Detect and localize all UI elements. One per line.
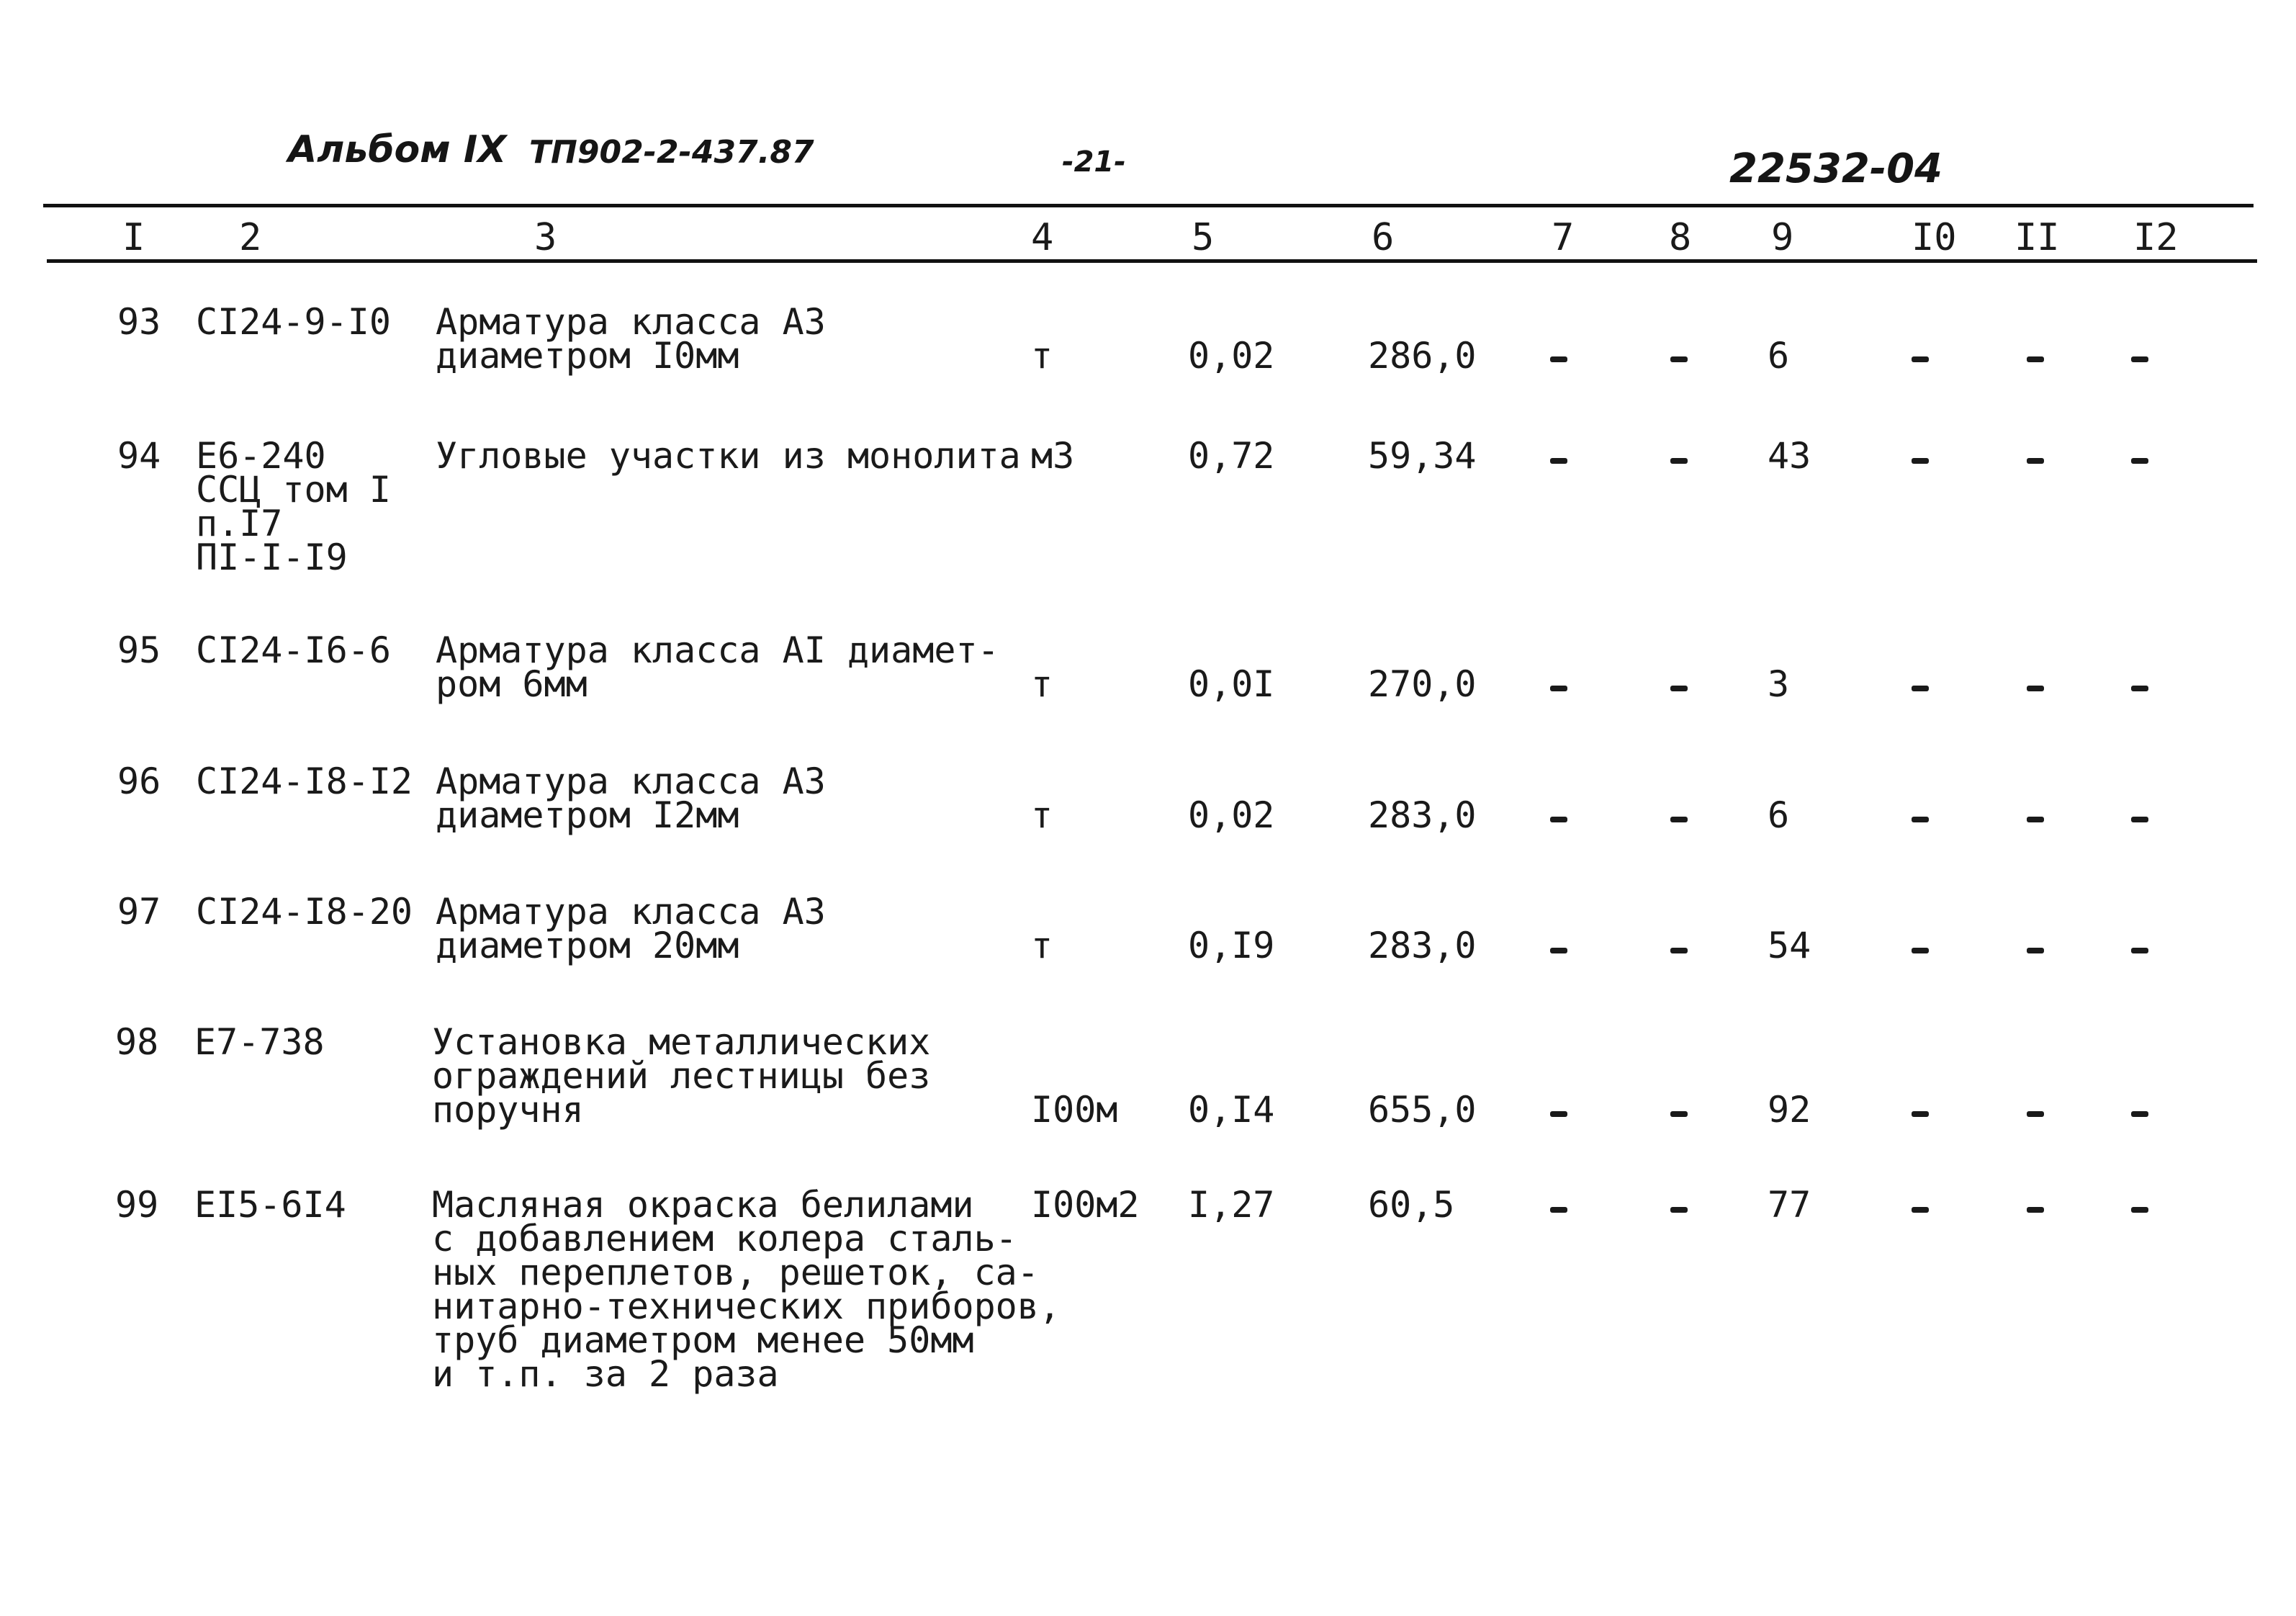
quantity: I,27 <box>1188 1184 1275 1226</box>
dash-mark <box>1670 1111 1688 1117</box>
cost-value: 43 <box>1768 435 1811 477</box>
unit: I00м2 <box>1031 1184 1140 1226</box>
dash-mark <box>2027 1207 2044 1213</box>
column-header: 6 <box>1372 216 1395 259</box>
dash-mark <box>1912 948 1929 953</box>
dash-mark <box>1912 356 1929 362</box>
dash-mark <box>2131 356 2148 362</box>
row-number: 93 <box>117 301 161 343</box>
unit: т <box>1031 335 1053 377</box>
cost-value: 3 <box>1768 663 1790 705</box>
rate-code: Е6-240 <box>196 435 326 477</box>
dash-mark <box>1670 356 1688 362</box>
dash-mark <box>2131 817 2148 822</box>
rate-code: ЕI5-6I4 <box>194 1184 346 1226</box>
column-header: II <box>2014 216 2060 259</box>
work-description: Масляная окраска белилами <box>432 1184 974 1226</box>
dash-mark <box>1670 686 1688 691</box>
work-description: ром 6мм <box>436 663 587 705</box>
work-description: с добавлением колера сталь- <box>432 1218 1017 1260</box>
column-header: 2 <box>239 216 262 259</box>
dash-mark <box>2131 1207 2148 1213</box>
dash-mark <box>2027 817 2044 822</box>
work-description: поручня <box>432 1089 584 1131</box>
quantity: 0,02 <box>1188 794 1275 836</box>
dash-mark <box>2027 356 2044 362</box>
header-rule-top <box>43 204 2254 207</box>
rate-code: п.I7 <box>196 503 283 544</box>
dash-mark <box>2027 948 2044 953</box>
column-header: I0 <box>1912 216 1957 259</box>
row-number: 94 <box>117 435 161 477</box>
dash-mark <box>2027 686 2044 691</box>
row-number: 98 <box>115 1021 159 1063</box>
cost-value: 54 <box>1768 925 1811 966</box>
dash-mark <box>1550 686 1567 691</box>
work-description: Установка металлических <box>432 1021 931 1063</box>
unit-price: 60,5 <box>1368 1184 1455 1226</box>
row-number: 99 <box>115 1184 159 1226</box>
project-code: ТП902-2-437.87 <box>529 134 814 171</box>
dash-mark <box>1550 356 1567 362</box>
work-description: труб диаметром менее 50мм <box>432 1319 974 1361</box>
unit: т <box>1031 794 1053 836</box>
unit: I00м <box>1031 1089 1118 1131</box>
album-label: Альбом IX <box>288 128 507 171</box>
dash-mark <box>1912 1111 1929 1117</box>
work-description: диаметром I2мм <box>436 794 739 836</box>
column-header: I2 <box>2133 216 2179 259</box>
dash-mark <box>1912 686 1929 691</box>
dash-mark <box>1670 458 1688 464</box>
cost-value: 92 <box>1768 1089 1811 1131</box>
cost-value: 77 <box>1768 1184 1811 1226</box>
dash-mark <box>1912 1207 1929 1213</box>
row-number: 97 <box>117 891 161 933</box>
unit-price: 283,0 <box>1368 925 1477 966</box>
unit-price: 283,0 <box>1368 794 1477 836</box>
unit-price: 655,0 <box>1368 1089 1477 1131</box>
work-description: диаметром 20мм <box>436 925 739 966</box>
cost-value: 6 <box>1768 794 1790 836</box>
column-header: 5 <box>1192 216 1215 259</box>
dash-mark <box>2131 948 2148 953</box>
work-description: Арматура класса А3 <box>436 760 826 802</box>
column-header: 3 <box>534 216 557 259</box>
dash-mark <box>1670 1207 1688 1213</box>
quantity: 0,I9 <box>1188 925 1275 966</box>
rate-code: ССЦ том I <box>196 469 391 511</box>
unit: т <box>1031 663 1053 705</box>
column-header: 4 <box>1031 216 1054 259</box>
work-description: Арматура класса А3 <box>436 301 826 343</box>
work-description: и т.п. за 2 раза <box>432 1353 779 1395</box>
rate-code: CI24-I8-20 <box>196 891 413 933</box>
dash-mark <box>1550 1207 1567 1213</box>
dash-mark <box>1550 817 1567 822</box>
page-number: -21- <box>1062 145 1126 179</box>
column-header: 9 <box>1771 216 1794 259</box>
dash-mark <box>1550 1111 1567 1117</box>
work-description: Арматура класса А3 <box>436 891 826 933</box>
work-description: Арматура класса АI диамет- <box>436 629 999 671</box>
dash-mark <box>1670 948 1688 953</box>
quantity: 0,I4 <box>1188 1089 1275 1131</box>
rate-code: CI24-9-I0 <box>196 301 391 343</box>
unit: т <box>1031 925 1053 966</box>
dash-mark <box>2131 1111 2148 1117</box>
cost-value: 6 <box>1768 335 1790 377</box>
column-header: 7 <box>1552 216 1575 259</box>
document-code: 22532-04 <box>1729 145 1942 192</box>
rate-code: CI24-I6-6 <box>196 629 391 671</box>
unit-price: 270,0 <box>1368 663 1477 705</box>
dash-mark <box>2131 686 2148 691</box>
column-header: 8 <box>1669 216 1692 259</box>
dash-mark <box>2027 1111 2044 1117</box>
header-rule-bottom <box>47 259 2257 263</box>
row-number: 96 <box>117 760 161 802</box>
dash-mark <box>2131 458 2148 464</box>
dash-mark <box>1912 458 1929 464</box>
work-description: нитарно-технических приборов, <box>432 1285 1061 1327</box>
quantity: 0,72 <box>1188 435 1275 477</box>
rate-code: Е7-738 <box>194 1021 325 1063</box>
column-header: I <box>122 216 145 259</box>
rate-code: CI24-I8-I2 <box>196 760 413 802</box>
unit-price: 286,0 <box>1368 335 1477 377</box>
rate-code: ПI-I-I9 <box>196 537 348 578</box>
dash-mark <box>1550 948 1567 953</box>
work-description: диаметром I0мм <box>436 335 739 377</box>
dash-mark <box>1550 458 1567 464</box>
row-number: 95 <box>117 629 161 671</box>
work-description: ограждений лестницы без <box>432 1055 931 1097</box>
dash-mark <box>2027 458 2044 464</box>
work-description: ных переплетов, решеток, са- <box>432 1252 1039 1293</box>
quantity: 0,02 <box>1188 335 1275 377</box>
quantity: 0,0I <box>1188 663 1275 705</box>
dash-mark <box>1670 817 1688 822</box>
unit: м3 <box>1031 435 1075 477</box>
dash-mark <box>1912 817 1929 822</box>
unit-price: 59,34 <box>1368 435 1477 477</box>
work-description: Угловые участки из монолита <box>436 435 1021 477</box>
